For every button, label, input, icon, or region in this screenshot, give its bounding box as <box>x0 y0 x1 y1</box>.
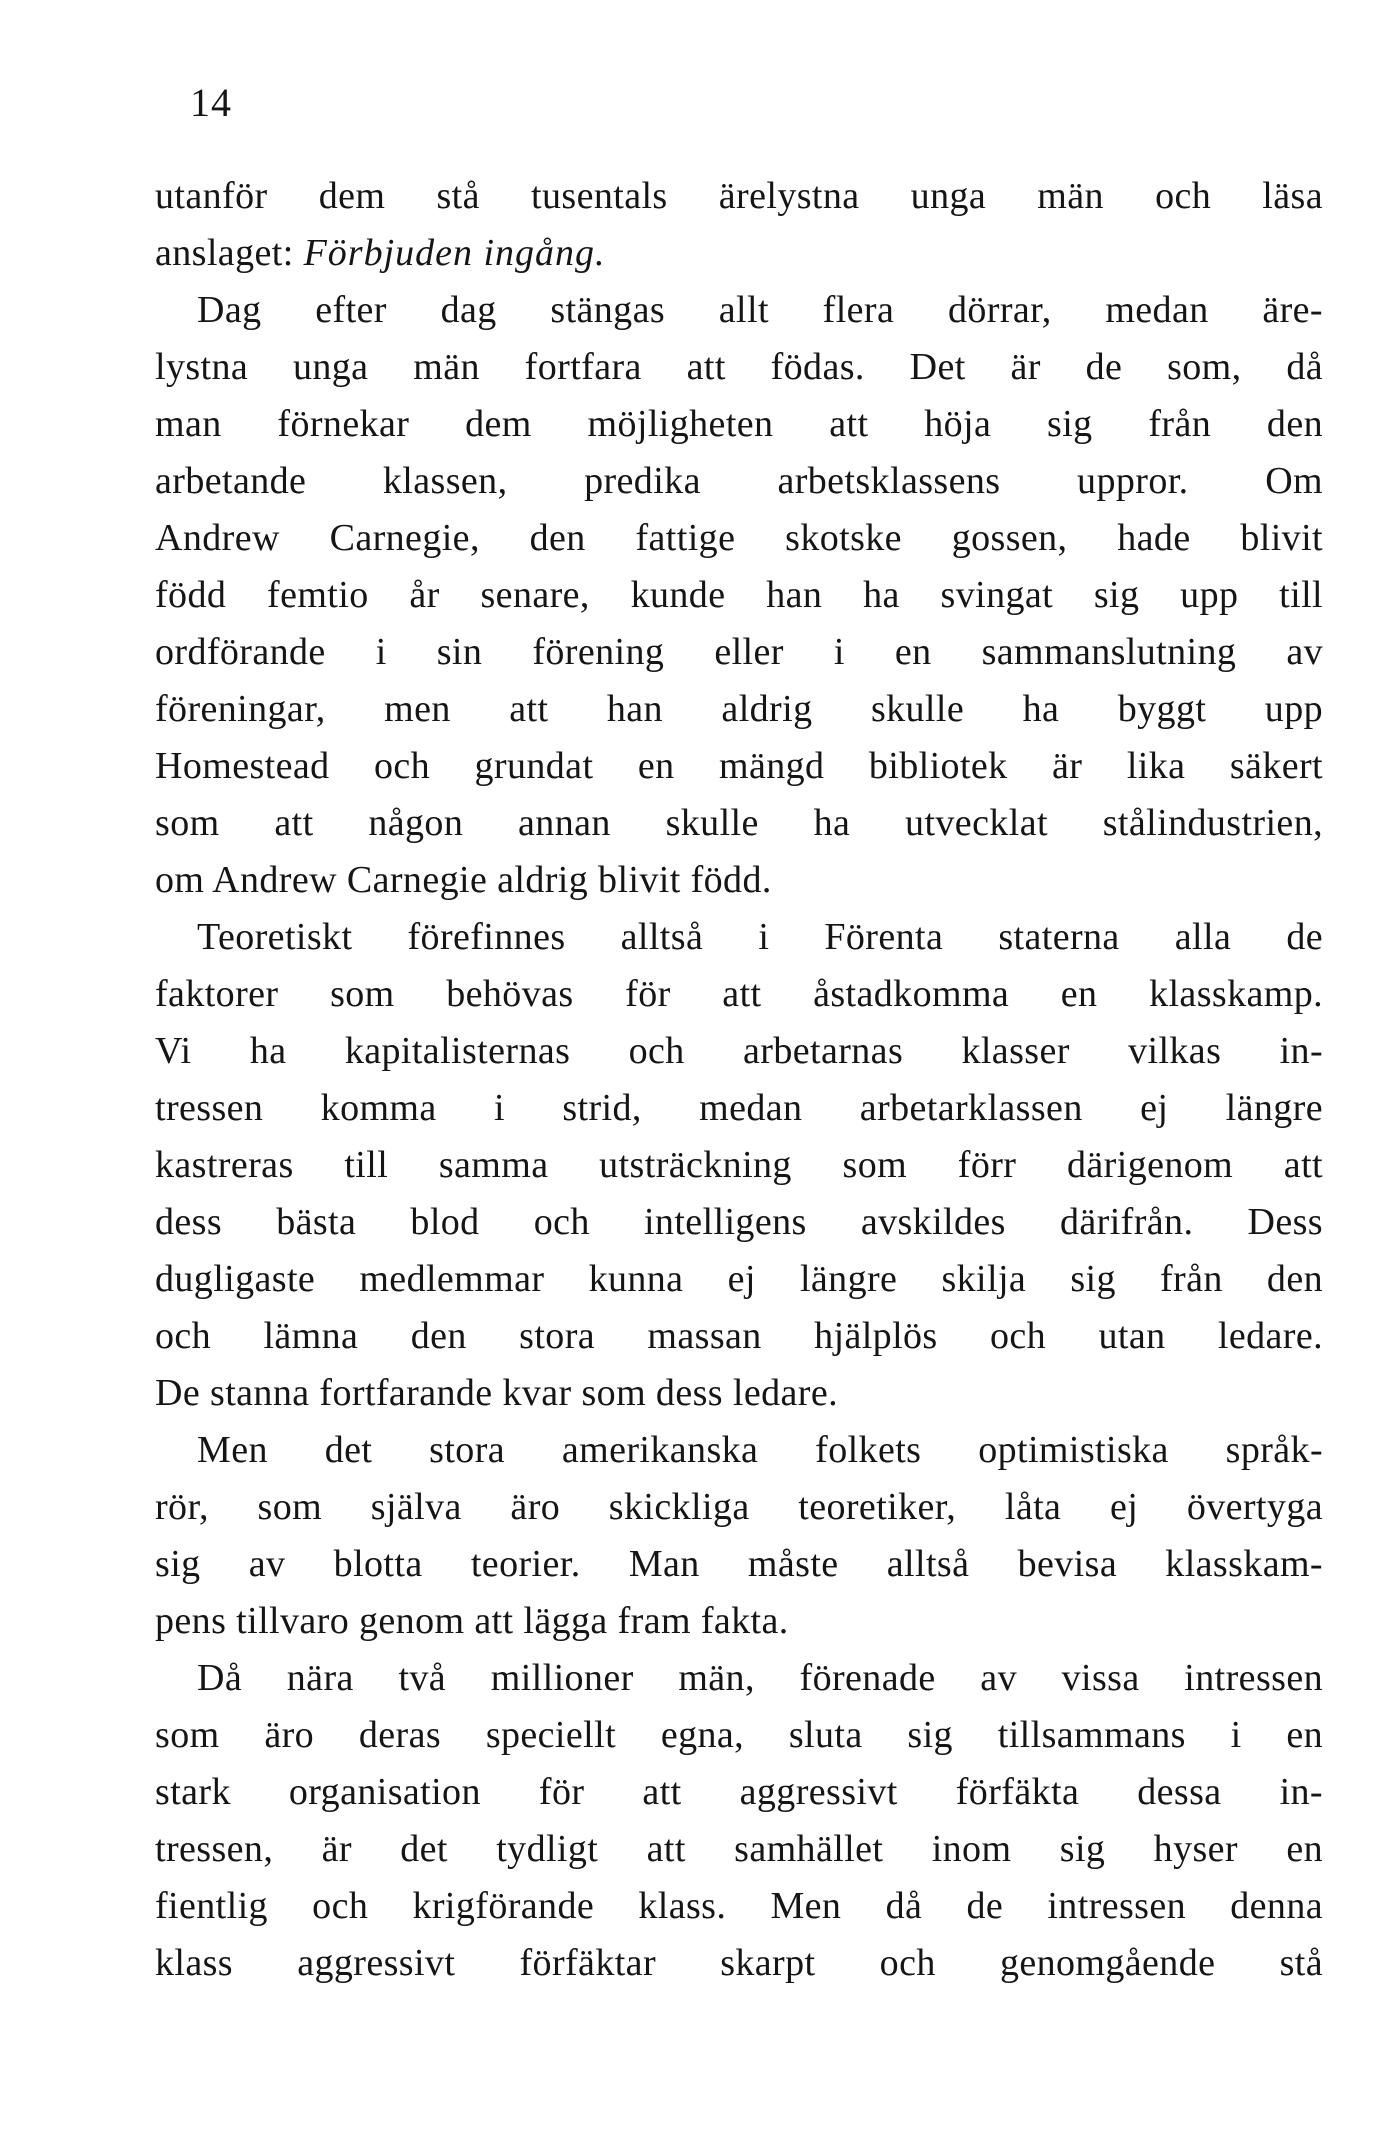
text-line-content: tressen komma i strid, medan arbetarklassen ej längre <box>155 1087 1323 1129</box>
text-line <box>155 453 1323 510</box>
text-line <box>155 1422 1323 1479</box>
text-line <box>155 1764 1323 1821</box>
text-line-content: fientlig och krigförande klass. Men då de intressen denna <box>155 1885 1323 1927</box>
text-line <box>155 681 1323 738</box>
text-line-content: föreningar, men att han aldrig skulle ha byggt upp <box>155 688 1323 730</box>
text-line-content: om Andrew Carnegie aldrig blivit född. <box>155 859 772 901</box>
text-line-content: Dag efter dag stängas allt flera dörrar, medan äre- <box>197 289 1323 331</box>
text-line <box>155 1251 1323 1308</box>
text-line <box>155 282 1323 339</box>
text-line-content: utanför dem stå tusentals ärelystna unga män och läsa <box>155 175 1323 217</box>
text-line-content: kastreras till samma utsträckning som förr därigenom att <box>155 1144 1323 1186</box>
text-line-content: ordförande i sin förening eller i en sammanslutning av <box>155 631 1323 673</box>
text-line-content: född femtio år senare, kunde han ha svingat sig upp till <box>155 574 1323 616</box>
text-line-content: arbetande klassen, predika arbetsklassens uppror. Om <box>155 460 1323 502</box>
text-line-content: Teoretiskt förefinnes alltså i Förenta staterna alla de <box>197 916 1323 958</box>
text-line-content: anslaget: <box>155 232 304 274</box>
text-line <box>155 339 1323 396</box>
text-line <box>155 909 1323 966</box>
text-line <box>155 1479 1323 1536</box>
text-line <box>155 1137 1323 1194</box>
text-line <box>155 510 1323 567</box>
text-line <box>155 1194 1323 1251</box>
page-number: 14 <box>190 80 232 125</box>
text-line-content: faktorer som behövas för att åstadkomma en klasskamp. <box>155 973 1323 1015</box>
text-line-content: klass aggressivt förfäktar skarpt och genomgående stå <box>155 1942 1323 1984</box>
text-line-content: som att någon annan skulle ha utvecklat stålindustrien, <box>155 802 1323 844</box>
text-line-content: som äro deras speciellt egna, sluta sig tillsammans i en <box>155 1714 1323 1756</box>
text-line-content: pens tillvaro genom att lägga fram fakta. <box>155 1600 789 1642</box>
text-line <box>155 852 1323 909</box>
text-line <box>155 1023 1323 1080</box>
text-line <box>155 1365 1323 1422</box>
text-line <box>155 1935 1323 1992</box>
text-line <box>155 396 1323 453</box>
text-line-content: Då nära två millioner män, förenade av vissa intressen <box>197 1657 1323 1699</box>
text-line <box>155 1878 1323 1935</box>
text-line <box>155 738 1323 795</box>
text-line <box>155 795 1323 852</box>
text-line <box>155 1080 1323 1137</box>
text-line <box>155 966 1323 1023</box>
text-line <box>155 624 1323 681</box>
text-line-content: tressen, är det tydligt att samhället inom sig hyser en <box>155 1828 1323 1870</box>
text-line-content: rör, som själva äro skickliga teoretiker, låta ej övertyga <box>155 1486 1323 1528</box>
emphasized-text: Förbjuden ingång. <box>303 232 606 274</box>
text-line-content: Men det stora amerikanska folkets optimistiska språk- <box>197 1429 1323 1471</box>
text-line-content: Homestead och grundat en mängd bibliotek är lika säkert <box>155 745 1323 787</box>
text-line <box>155 1650 1323 1707</box>
text-line <box>155 1308 1323 1365</box>
text-line-content: sig av blotta teorier. Man måste alltså bevisa klasskam- <box>155 1543 1323 1585</box>
text-line <box>155 1593 1323 1650</box>
text-line-content: man förnekar dem möjligheten att höja sig från den <box>155 403 1323 445</box>
text-line-content: och lämna den stora massan hjälplös och utan ledare. <box>155 1315 1323 1357</box>
text-line <box>155 1536 1323 1593</box>
body-text <box>155 168 1323 1992</box>
text-line <box>155 225 1323 282</box>
text-line-content: Vi ha kapitalisternas och arbetarnas klasser vilkas in- <box>155 1030 1323 1072</box>
text-line-content: stark organisation för att aggressivt förfäkta dessa in- <box>155 1771 1323 1813</box>
text-line-content: De stanna fortfarande kvar som dess ledare. <box>155 1372 838 1414</box>
text-line <box>155 168 1323 225</box>
text-line <box>155 1707 1323 1764</box>
text-line-content: dess bästa blod och intelligens avskildes därifrån. Dess <box>155 1201 1323 1243</box>
text-line-content: dugligaste medlemmar kunna ej längre skilja sig från den <box>155 1258 1323 1300</box>
text-line-content: lystna unga män fortfara att födas. Det är de som, då <box>155 346 1323 388</box>
text-line-content: Andrew Carnegie, den fattige skotske gossen, hade blivit <box>155 517 1323 559</box>
text-line <box>155 1821 1323 1878</box>
text-line <box>155 567 1323 624</box>
